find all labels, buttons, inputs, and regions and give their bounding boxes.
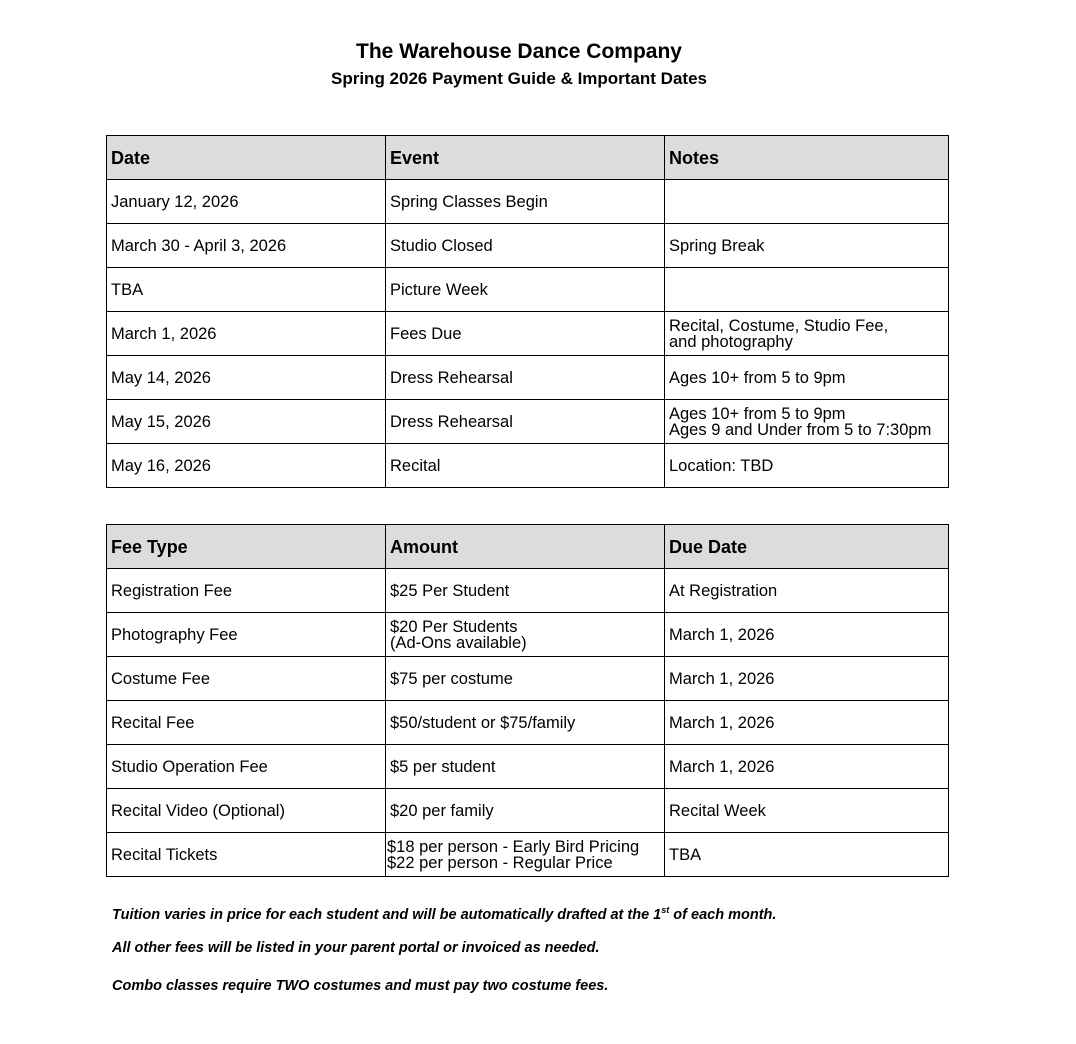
table-cell: $20 Per Students (Ad-Ons available): [386, 613, 665, 657]
table-cell: Location: TBD: [665, 444, 949, 488]
table-cell: March 1, 2026: [665, 745, 949, 789]
table-row: [107, 613, 949, 657]
table-cell: $25 Per Student: [386, 569, 665, 613]
table-row: [107, 701, 949, 745]
table-cell: March 1, 2026: [665, 613, 949, 657]
tuition-note-text: Tuition varies in price for each student and will be automatically drafted at the 1: [112, 906, 662, 923]
table-cell: Spring Break: [665, 224, 949, 268]
table-cell: January 12, 2026: [107, 180, 386, 224]
important-dates-table: [106, 135, 949, 488]
table-row: [107, 224, 949, 268]
document-title: The Warehouse Dance Company: [356, 40, 682, 63]
table-cell: March 30 - April 3, 2026: [107, 224, 386, 268]
column-header: Date: [107, 136, 386, 180]
column-header: Fee Type: [107, 525, 386, 569]
table-cell: Dress Rehearsal: [386, 356, 665, 400]
table-cell: Ages 10+ from 5 to 9pm: [665, 356, 949, 400]
table-row: [107, 657, 949, 701]
table-cell: Studio Operation Fee: [107, 745, 386, 789]
tuition-note-end: of each month.: [669, 906, 777, 923]
column-header: Due Date: [665, 525, 949, 569]
table-row: [107, 312, 949, 356]
table-row: [107, 745, 949, 789]
table-cell: May 16, 2026: [107, 444, 386, 488]
column-header: Notes: [665, 136, 949, 180]
table-row: [107, 400, 949, 444]
table-row: [107, 569, 949, 613]
fees-table: [106, 524, 949, 877]
table-cell: Picture Week: [386, 268, 665, 312]
table-row: [107, 356, 949, 400]
table-cell: Photography Fee: [107, 613, 386, 657]
tuition-note: [112, 905, 776, 923]
table-cell: $50/student or $75/family: [386, 701, 665, 745]
table-cell: March 1, 2026: [665, 657, 949, 701]
table-cell: $75 per costume: [386, 657, 665, 701]
table-cell: $5 per student: [386, 745, 665, 789]
table-cell: May 15, 2026: [107, 400, 386, 444]
table-cell: [665, 268, 949, 312]
table-row: [107, 268, 949, 312]
table-row: [107, 789, 949, 833]
table-header-row: [107, 136, 949, 180]
table-row: [107, 833, 949, 877]
table-cell: $20 per family: [386, 789, 665, 833]
column-header: Event: [386, 136, 665, 180]
table-cell: March 1, 2026: [665, 701, 949, 745]
table-header-row: [107, 525, 949, 569]
table-cell: Recital Video (Optional): [107, 789, 386, 833]
table-cell: [665, 180, 949, 224]
table-cell: March 1, 2026: [107, 312, 386, 356]
table-cell: Recital, Costume, Studio Fee, and photography: [665, 312, 949, 356]
table-row: [107, 444, 949, 488]
table-cell: Recital: [386, 444, 665, 488]
table-cell: At Registration: [665, 569, 949, 613]
table-cell: May 14, 2026: [107, 356, 386, 400]
document-subtitle: Spring 2026 Payment Guide & Important Dates: [331, 69, 707, 88]
table-cell: Recital Tickets: [107, 833, 386, 877]
table-cell: Costume Fee: [107, 657, 386, 701]
table-cell: Recital Week: [665, 789, 949, 833]
table-row: [107, 180, 949, 224]
table-cell: Ages 10+ from 5 to 9pm Ages 9 and Under from 5 to 7:30pm: [665, 400, 949, 444]
table-cell: Registration Fee: [107, 569, 386, 613]
table-cell: TBA: [665, 833, 949, 877]
table-cell: $18 per person - Early Bird Pricing $22 per person - Regular Price: [386, 833, 665, 877]
table-cell: Recital Fee: [107, 701, 386, 745]
table-cell: Fees Due: [386, 312, 665, 356]
column-header: Amount: [386, 525, 665, 569]
table-cell: Studio Closed: [386, 224, 665, 268]
combo-classes-note: Combo classes require TWO costumes and must pay two costume fees.: [112, 978, 609, 994]
table-cell: TBA: [107, 268, 386, 312]
table-cell: Spring Classes Begin: [386, 180, 665, 224]
tuition-note-sup: st: [661, 905, 670, 915]
other-fees-note: All other fees will be listed in your parent portal or invoiced as needed.: [112, 940, 600, 956]
table-cell: Dress Rehearsal: [386, 400, 665, 444]
